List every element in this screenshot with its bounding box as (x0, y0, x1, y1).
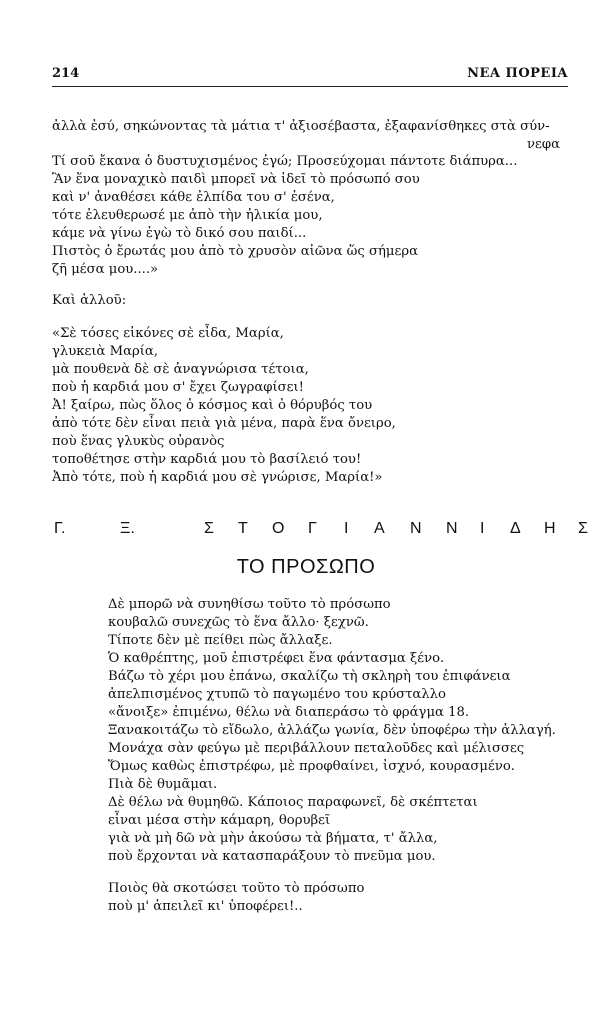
poem-line: Βάζω τὸ χέρι μου ἐπάνω, σκαλίζω τὴ σκληρὴ του ἐπιφάνεια (108, 669, 511, 684)
poem-line: «ἄνοιξε» ἐπιμένω, θέλω νὰ διαπεράσω τὸ φράγμα 18. (108, 705, 470, 720)
prose-line: κάμε νὰ γίνω ἐγὼ τὸ δικό σου παιδί... (52, 226, 307, 241)
poem-line: Μονάχα σὰν φεύγω μὲ περιβάλλουν πεταλοῦδες καὶ μέλισσες (108, 741, 525, 756)
running-header (52, 62, 568, 87)
prose-line-continuation: νεφα (527, 137, 560, 152)
author-surname-letter: Ν (446, 520, 458, 537)
prose-line: Τί σοῦ ἔκανα ὁ δυστυχισμένος ἐγώ; Προσεύχομαι πάντοτε διάπυρα... (52, 154, 518, 169)
author-surname-letter: Η (544, 520, 556, 537)
poem-line: Ὁ καθρέπτης, μοῦ ἐπιστρέφει ἕνα φάντασμα ξένο. (108, 651, 445, 666)
poem-line: Ξανακοιτάζω τὸ εἴδωλο, ἀλλάζω γωνία, δὲν ὑποφέρω τὴν ἀλλαγή. (108, 723, 556, 738)
poem-line: Πιὰ δὲ θυμᾶμαι. (108, 777, 218, 792)
author-surname-letter: Ι (344, 520, 349, 537)
poem-title: ΤΟ ΠΡΟΣΩΠΟ (236, 556, 376, 578)
poem-line: ἀπελπισμένος χτυπῶ τὸ παγωμένο του κρύσταλλο (108, 687, 446, 702)
prose-line: ζῆ μέσα μου....» (52, 262, 159, 277)
prose-line: τότε ἐλευθερωσέ με ἀπὸ τὴν ἡλικία μου, (52, 208, 323, 223)
author-surname-letter: Ι (480, 520, 485, 537)
poem-line: ποὺ ἔρχονται νὰ κατασπαράξουν τὸ πνεῦμα μου. (108, 849, 436, 864)
poem-line: γλυκειὰ Μαρία, (52, 344, 159, 359)
poem-line: Τίποτε δὲν μὲ πείθει πὼς ἄλλαξε. (108, 633, 333, 648)
poem-line: «Σὲ τόσες εἰκόνες σὲ εἶδα, Μαρία, (52, 326, 284, 341)
author-surname-letter: Α (374, 520, 385, 537)
poem-line: Δὲ μπορῶ νὰ συνηθίσω τοῦτο τὸ πρόσωπο (108, 597, 391, 612)
poem-line: ἀπὸ τότε δὲν εἶναι πειὰ γιὰ μένα, παρὰ ἕνα ὄνειρο, (52, 416, 396, 431)
author-initial: Γ. (54, 520, 66, 537)
page-number: 214 (52, 66, 80, 81)
poem-line: ποὺ ἡ καρδιά μου σ' ἔχει ζωγραφίσει! (52, 380, 304, 395)
poem-line: ποὺ ἕνας γλυκὺς οὐρανὸς (52, 434, 225, 449)
poem-line: τοποθέτησε στὴν καρδιά μου τὸ βασίλειό του! (52, 452, 362, 467)
author-surname-letter: Γ (308, 520, 317, 537)
poem-line: Ἀπὸ τότε, ποὺ ἡ καρδιά μου σὲ γνώρισε, Μαρία!» (52, 470, 383, 485)
author-surname-letter: Τ (238, 520, 248, 537)
poem-line: μὰ πουθενὰ δὲ σὲ ἀναγνώρισα τέτοια, (52, 362, 309, 377)
elsewhere-label: Καὶ ἀλλοῦ: (52, 293, 127, 308)
poem-line: κουβαλῶ συνεχῶς τὸ ἕνα ἄλλο· ξεχνῶ. (108, 615, 369, 630)
author-surname-letter: Ν (410, 520, 422, 537)
author-surname-letter: Σ (204, 520, 214, 537)
prose-line: ἀλλὰ ἐσύ, σηκώνοντας τὰ μάτια τ' ἀξιοσέβαστα, ἐξαφανίσθηκες στὰ σύν- (52, 119, 550, 134)
author-surname-letter: Δ (510, 520, 521, 537)
author-surname-letter: Ο (272, 520, 285, 537)
poem-line: Ἀ! ξαίρω, πὼς ὅλος ὁ κόσμος καὶ ὁ θόρυβός του (52, 398, 373, 413)
author-surname-letter: Σ (578, 520, 588, 537)
poem-line: ποὺ μ' ἀπειλεῖ κι' ὑποφέρει!.. (108, 899, 303, 914)
poem-line: Ποιὸς θὰ σκοτώσει τοῦτο τὸ πρόσωπο (108, 881, 365, 896)
author-byline (52, 520, 588, 546)
prose-line: καὶ ν' ἀναθέσει κάθε ἐλπίδα του σ' ἐσένα, (52, 190, 335, 205)
poem-line: εἶναι μέσα στὴν κάμαρη, θορυβεῖ (108, 813, 331, 828)
author-initial: Ξ. (120, 520, 135, 537)
poem-line: Δὲ θέλω νὰ θυμηθῶ. Κάποιος παραφωνεῖ, δὲ σκέπτεται (108, 795, 478, 810)
prose-line: Πιστὸς ὁ ἔρωτάς μου ἀπὸ τὸ χρυσὸν αἰῶνα ὥς σήμερα (52, 244, 418, 259)
poem-line: γιὰ νὰ μὴ δῶ νὰ μὴν ἀκούσω τὰ βήματα, τ' ἄλλα, (108, 831, 438, 846)
running-title: ΝΕΑ ΠΟΡΕΙΑ (467, 66, 568, 81)
prose-line: Ἂν ἕνα μοναχικὸ παιδὶ μπορεῖ νὰ ἰδεῖ τὸ πρόσωπό σου (52, 172, 420, 187)
poem-line: Ὅμως καθὼς ἐπιστρέφω, μὲ προφθαίνει, ἰσχνό, κουρασμένο. (108, 759, 515, 774)
